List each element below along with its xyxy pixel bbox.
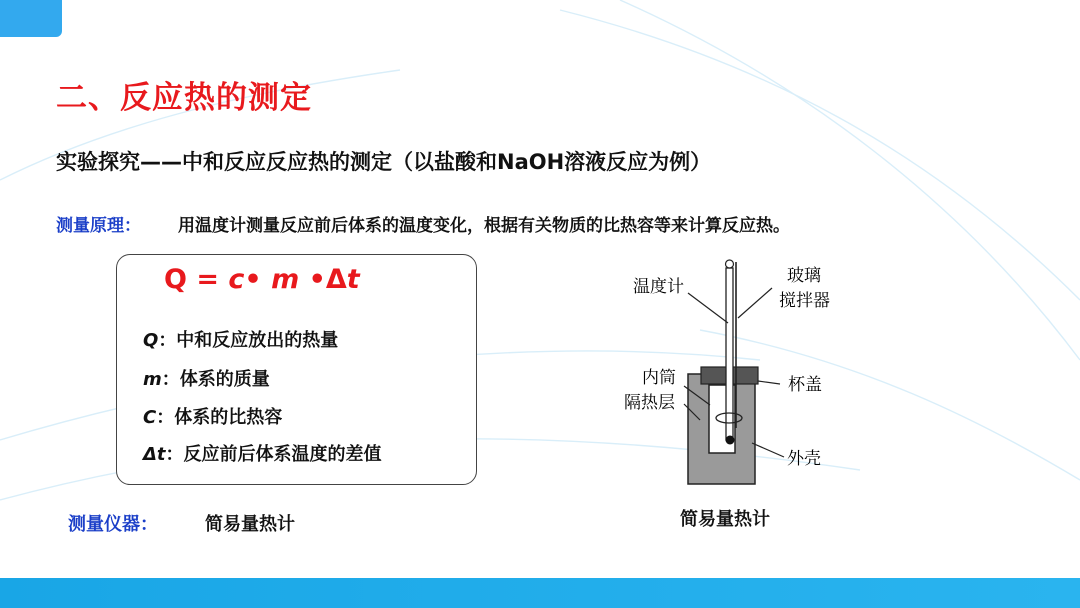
label-stirrer-2: 搅拌器: [779, 291, 830, 311]
definition-c: [143, 403, 282, 429]
definition-text: ：反应前后体系温度的差值: [165, 444, 382, 465]
label-inner-cup: 内筒: [642, 368, 676, 388]
formula-t: t: [346, 264, 360, 295]
slide-title: 二、反应热的测定: [56, 80, 312, 116]
formula-dot-1: •: [244, 264, 272, 295]
definition-text: ：体系的比热容: [156, 407, 283, 428]
label-thermometer: 温度计: [633, 277, 684, 297]
definition-q: [143, 326, 338, 352]
thermometer-bulb: [726, 436, 735, 445]
slide-subtitle: 实验探究——中和反应反应热的测定（以盐酸和NaOH溶液反应为例）: [56, 150, 712, 174]
instrument-label: 测量仪器：: [68, 514, 158, 535]
instrument-text: 简易量热计: [205, 514, 295, 535]
formula-dot-2: •: [299, 264, 326, 295]
diagram-caption: 简易量热计: [680, 509, 770, 530]
definition-text: ：体系的质量: [161, 369, 270, 390]
formula: [164, 264, 360, 295]
label-insulation: 隔热层: [624, 393, 675, 413]
formula-delta: Δ: [325, 264, 347, 295]
lid-leader: [758, 381, 780, 384]
bottom-band: [0, 578, 1080, 608]
label-stirrer-1: 玻璃: [787, 266, 821, 286]
formula-equals: =: [186, 264, 229, 295]
thermometer-tube: [726, 268, 733, 440]
label-lid: 杯盖: [788, 375, 822, 395]
stirrer-leader: [738, 288, 772, 318]
calorimeter-diagram: [620, 255, 840, 490]
principle-text: 用温度计测量反应前后体系的温度变化，根据有关物质的比热容等来计算反应热。: [178, 216, 790, 236]
corner-tab: [0, 0, 62, 37]
formula-c: c: [228, 264, 245, 295]
thermometer-leader: [688, 293, 728, 323]
definition-symbol: C: [143, 407, 157, 428]
principle-label: 测量原理：: [56, 216, 141, 236]
shell-leader: [752, 443, 784, 457]
definition-symbol: Q: [143, 330, 159, 351]
definition-symbol: Δt: [143, 444, 166, 465]
definition-text: ：中和反应放出的热量: [158, 330, 339, 351]
definition-delta-t: [143, 440, 382, 466]
definition-m: [143, 365, 270, 391]
thermometer-top: [726, 260, 734, 268]
formula-m: m: [271, 264, 300, 295]
label-shell: 外壳: [787, 449, 821, 469]
formula-q: Q: [164, 264, 187, 295]
definition-symbol: m: [143, 369, 162, 390]
